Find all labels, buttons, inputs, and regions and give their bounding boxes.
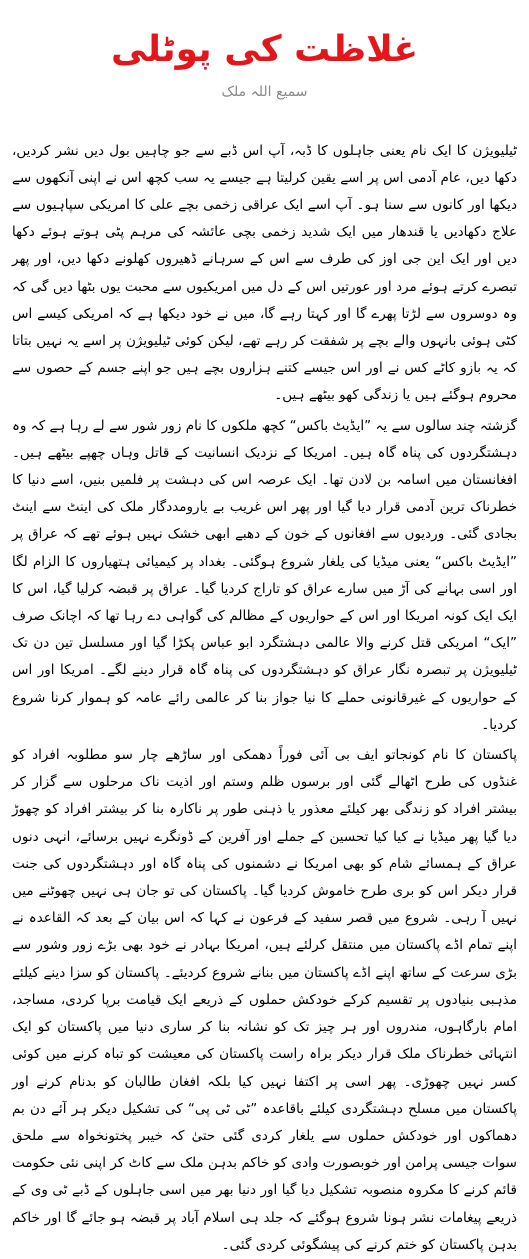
- article-body: [12, 138, 517, 1259]
- article-title: غلاظت کی پوٹلی: [110, 29, 419, 70]
- article-paragraph-2: گزشتہ چند سالوں سے یہ ”ایڈیٹ باکس“ کچھ ملکوں کا نام زور شور سے لے رہا ہے کہ وہ دہشتگردوں کی پناہ گاہ ہیں۔ امریکا کے نزدیک انسانیت کے قاتل وہاں چھپے بیٹھے ہیں۔ افغانستان میں اسامہ بن لادن تھا۔ ایک عرصہ اس کی دہشت پر فلمیں بنیں، اسے دنیا کا خطرناک ترین آدمی قرار دیا گیا اور پھر اس غریب بے یارومددگار ملک کی اینٹ سے اینٹ بجادی گئی۔ وردیوں سے افغانوں کے خون کے دھبے ابھی خشک نہیں ہوئے تھے کہ عراق پر ”ایڈیٹ باکس“ یعنی میڈیا کی یلغار شروع ہوگئی۔ بغداد پر کیمیائی ہتھیاروں کا الزام لگا اور اسی بہانے کی آڑ میں سارے عراق کو تاراج کردیا گیا۔ عراق پر قبضہ کرلیا گیا، اس کا ایک ایک کونہ امریکا اور اس کے حواریوں کے مظالم کی گواہی دے رہا تھا کہ اچانک صرف ”ایک“ امریکی قتل کرنے والا عالمی دہشتگرد ابو عباس پکڑا گیا اور مسلسل تین دن تک ٹیلیویژن پر تبصرہ نگار عراق کو دہشتگردوں کی پناہ گاہ قرار دینے لگے۔ امریکا اور اس کے حواریوں کے غیرقانونی حملے کا نیا جواز بنا کر عالمی رائے عامہ کو ہموار کرنا شروع کردیا۔: [12, 417, 517, 733]
- article-paragraph-3: پاکستان کا نام کونجاتو ایف بی آئی فوراً دھمکی اور ساڑھے چار سو مطلوبہ افراد کو غنڈوں کی طرح اٹھالے گئی اور برسوں ظلم وستم اور اذیت ناک مرحلوں سے گزار کر بیشتر افراد کو زندگی بھر کیلئے معذور یا ذہنی طور پر ناکارہ بنا کر بیشتر افراد کو چھوڑ دیا گیا پھر میڈیا نے کیا کیا تحسین کے جملے اور آفرین کے ڈونگرے نہیں برسائے، انہی دنوں عراق کے ہمسائے شام کو بھی امریکا نے دشمنوں کی پناہ گاہ اور دہشتگردوں کی جنت قرار دیکر اس کو بری طرح خاموش کردیا گیا۔ پاکستان کی تو جان ہی نہیں چھوٹنے میں نہیں آ رہی۔ شروع میں قصر سفید کے فرعون نے کہا کہ اس بیان کے بعد کہ القاعدہ نے اپنے تمام اڈے پاکستان میں منتقل کرلئے ہیں، امریکا بہادر نے خود بھی بڑے زور وشور سے بڑی سرعت کے ساتھ اپنے اڈے پاکستان میں بنانے شروع کردیئے۔ پاکستان کو سزا دینے کیلئے مذہبی بنیادوں پر تقسیم کرکے خودکش حملوں کے ذریعے ایک قیامت برپا کردی، مساجد، امام بارگاہوں، مندروں اور ہر چیز تک کو نشانہ بنا کر ساری دنیا میں پاکستان کو ایک انتہائی خطرناک ملک قرار دیکر براہ راست پاکستان کی معیشت کو تباہ کرنے میں کوئی کسر نہیں چھوڑی۔ پھر اسی پر اکتفا نہیں کیا بلکہ افغان طالبان کو بدنام کرنے اور پاکستان میں مسلح دہشتگردی کیلئے باقاعدہ ”ٹی ٹی پی“ کی تشکیل دیکر ہر آئے دن بم دھماکوں اور خودکش حملوں سے یلغار کردی گئی حتیٰ کہ خیبر پختونخواہ سے ملحق سوات جیسی پرامن اور خوبصورت وادی کو خاکم بدہن ملک سے کاٹ کر اپنی نئی حکومت قائم کرنے کا مکروہ منصوبہ تشکیل دیا گیا اور دنیا بھر میں اسی جاہلوں کے ڈبے ٹی وی کے ذریعے پیغامات نشر ہونا شروع ہوگئے کہ جلد ہی اسلام آباد پر قبضہ ہو جائے گا اور خاکم بدہن پاکستان کو ختم کرنے کی پیشگوئی کردی گئی۔: [12, 747, 517, 1253]
- author-byline: سمیع اللہ ملک: [221, 83, 308, 100]
- article-paragraph-1: ٹیلیویژن کا ایک نام یعنی جاہلوں کا ڈبہ، آپ اس ڈبے سے جو چاہیں بول دیں نشر کردیں، دکھا دیں، عام آدمی اس پر اسے یقین کرلیتا ہے جیسے یہ سب کچھ اس نے اپنی آنکھوں سے دیکھا اور کانوں سے سنا ہو۔ آپ اسے ایک عراقی زخمی بچے علی کا امریکی سپاہیوں سے علاج دکھادیں یا قندھار میں ایک شدید زخمی بچی عائشہ کی مرہم پٹی ہوتے ہوئے دکھا دیں اور ایک این جی اوز کی طرف سے اس کے سرہانے ڈھیروں کھلونے دکھا دیں، اور پھر تبصرے کرتے ہوئے مرد اور عورتیں اس کے دل میں امریکیوں سے محبت یوں بٹھا دیں گی کہ وہ دوسروں سے لڑتا پھرے گا اور کہتا رہے گا، میں نے خود دیکھا ہے کہ امریکی کیسے اس کٹی ہوئی بانہوں والے بچے پر شفقت کر رہے تھے، لیکن کوئی ٹیلیویژن پر اسے یہ نہیں بتاتا کہ یہ بازو کاٹے کس نے اور اس جیسے کتنے ہزاروں بچے ہیں جو اپنے جسم کے حصوں سے محروم ہوگئے ہیں یا زندگی کھو بیٹھے ہیں۔: [12, 142, 517, 404]
